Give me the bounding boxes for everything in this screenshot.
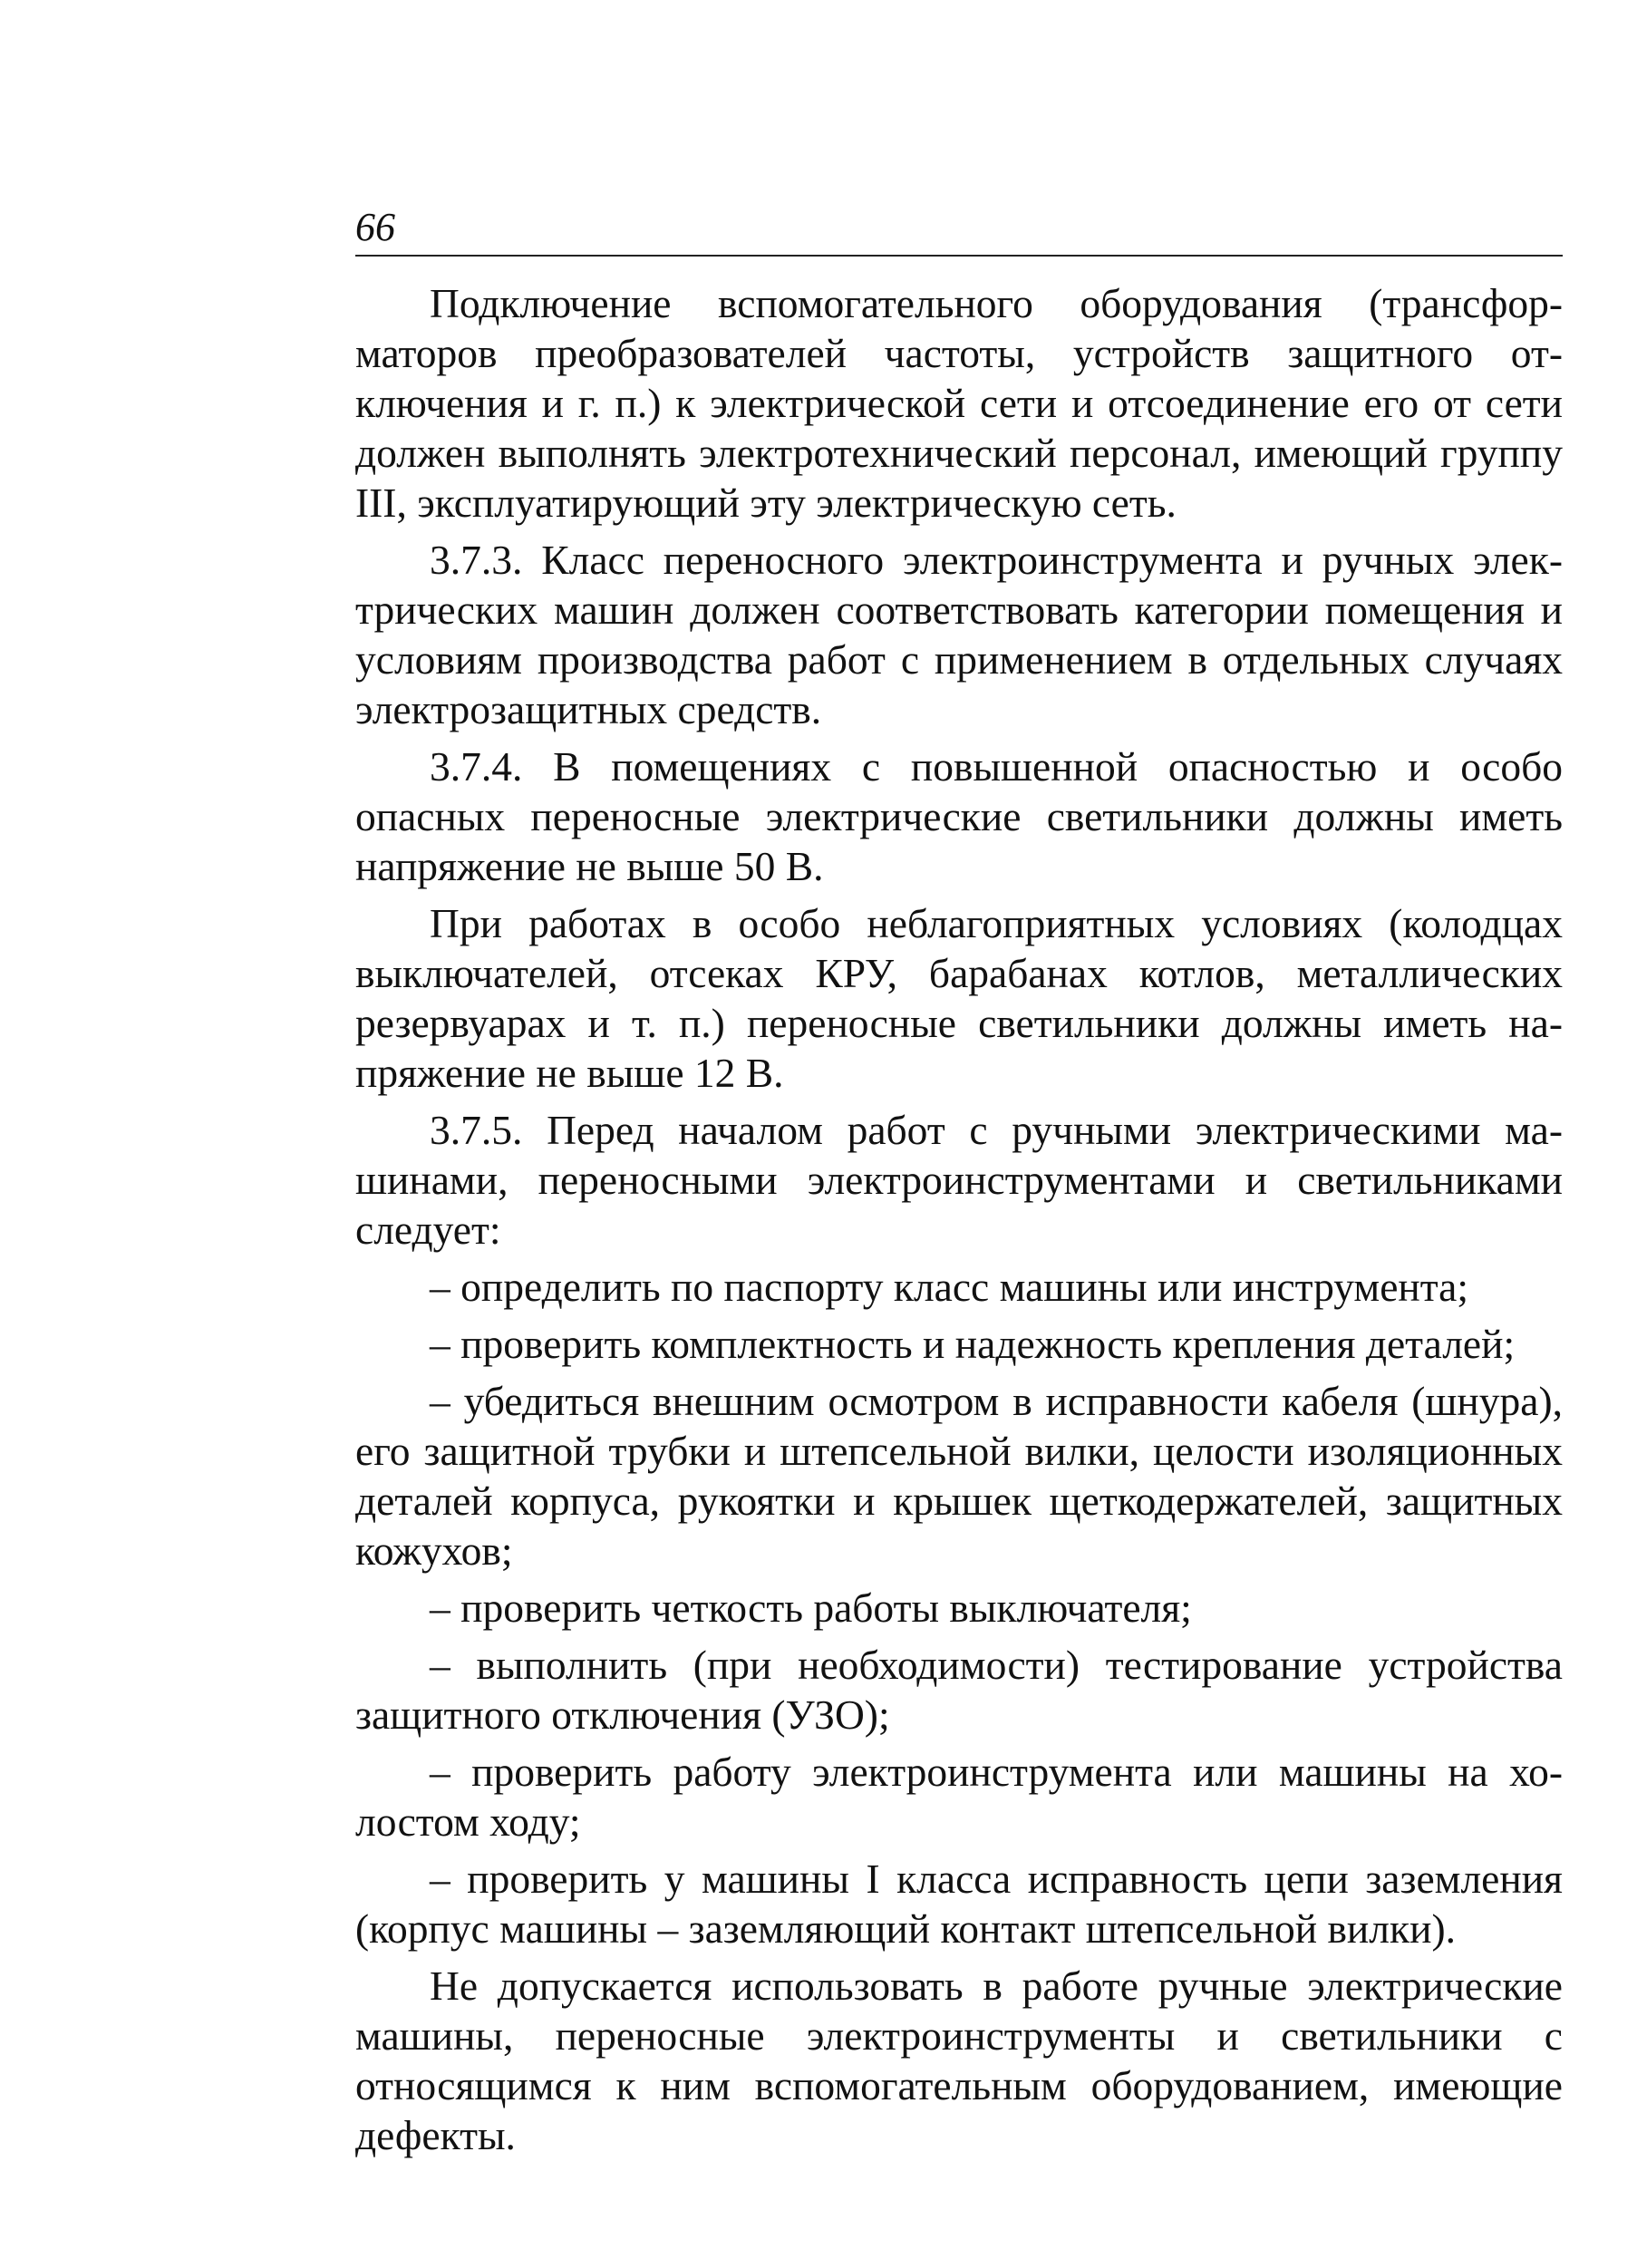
list-item-switch-check: – проверить четкость работы выключателя; [430,1585,1192,1631]
paragraph-unfavorable-conditions: При работах в особо неблагоприятных условиях (колодцах выключателей, отсеках КРУ, барабанах котлов, металлических резервуарах и т. п.) переносные светильники должны иметь напряжение не выше 12 В. [355,900,1563,1096]
list-item-rcd-test: – выполнить (при необходимости) тестирование устройства защитного отключения (УЗО); [355,1642,1563,1738]
list-item-grounding-check: – проверить у машины I класса исправность цепи заземления (корпус машины – заземляющий контакт штепсельной вилки). [355,1856,1563,1952]
paragraph-3-7-4: 3.7.4. В помещениях с повышенной опасностью и особо опасных переносные электрические светильники должны иметь напряжение не выше 50 В. [355,743,1563,889]
page-number: 66 [355,205,395,249]
header-rule [355,255,1563,257]
list-item-completeness: – проверить комплектность и надежность крепления деталей; [430,1321,1516,1367]
paragraph-auxiliary-equipment: Подключение вспомогательного оборудования (трансформаторов преобразователей частоты, устройств защитного отключения и г. п.) к электрической сети и отсоединение его от сети должен выполнять электротехнический персонал, имеющий группу III, эксплуатирующий эту электрическую сеть. [355,280,1563,526]
list-item-passport-class: – определить по паспорту класс машины или инструмента; [430,1264,1469,1310]
paragraph-3-7-5: 3.7.5. Перед началом работ с ручными электрическими машинами, переносными электроинструментами и светильниками следует: [355,1107,1563,1253]
list-item-visual-inspection: – убедиться внешним осмотром в исправности кабеля (шнура), его защитной трубки и штепсельной вилки, целости изоляционных деталей корпуса, рукоятки и крышек щеткодержателей, защитных кожухов; [355,1378,1563,1574]
paragraph-defects-prohibition: Не допускается использовать в работе ручные электрические машины, переносные электроинструменты и светильники с относящимся к ним вспомогательным оборудованием, имеющие дефекты. [355,1963,1563,2158]
document-page [355,204,1563,2167]
page-header [355,204,1563,257]
list-item-idle-run: – проверить работу электроинструмента или машины на холостом ходу; [355,1749,1563,1845]
paragraph-3-7-3: 3.7.3. Класс переносного электроинструмента и ручных электрических машин должен соответствовать категории помещения и условиям производства работ с применением в отдельных случаях электрозащитных средств. [355,537,1563,732]
document-body [355,278,1563,2160]
